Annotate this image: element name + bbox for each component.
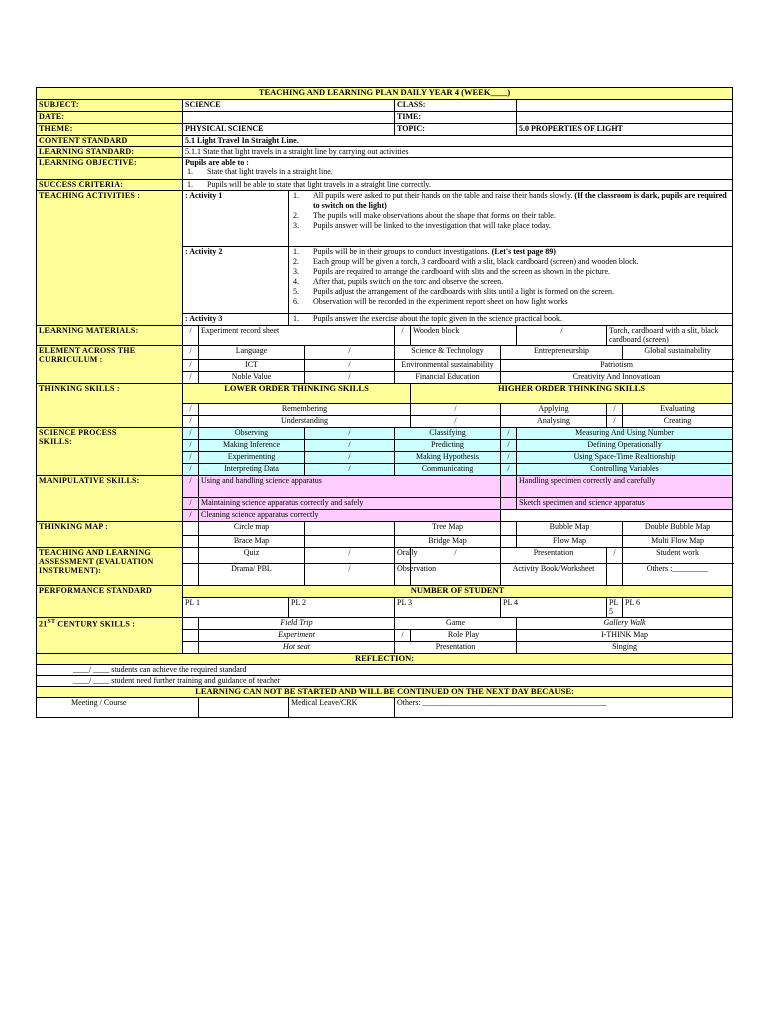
tick-mark[interactable]: / [305, 428, 395, 440]
map-item: Bubble Map [517, 522, 623, 536]
tick-mark[interactable]: / [305, 440, 395, 452]
pl-cell: PL 5 [607, 598, 623, 618]
element-item: Language [199, 346, 305, 360]
thinking-item: Remembering [199, 404, 411, 416]
thinking-skills-label: THINKING SKILLS : [37, 384, 183, 428]
manipulative-skill: Cleaning science apparatus correctly [199, 510, 501, 522]
map-item: Tree Map [395, 522, 501, 536]
continue-next-day-header: LEARNING CAN NOT BE STARTED AND WILL BE CONTINUED ON THE NEXT DAY BECAUSE: [37, 687, 733, 698]
activity-2-step: 6. Observation will be recorded in the experiment report sheet on how light works [293, 297, 568, 306]
reflection-header: REFLECTION: [37, 654, 733, 665]
learning-objective-label: LEARNING OBJECTIVE: [37, 158, 183, 180]
process-skill: Defining Operationally [517, 440, 733, 452]
tick-mark[interactable]: / [395, 326, 411, 346]
assessment-item: Orally [395, 548, 411, 564]
lesson-plan-sheet [36, 87, 732, 718]
assessment-label: TEACHING AND LEARNING ASSESSMENT (EVALUATION INSTRUMENT): [37, 548, 183, 586]
tick-mark[interactable] [501, 522, 517, 536]
tick-mark[interactable]: / [305, 346, 395, 360]
process-skill: Making Hypothesis [395, 452, 501, 464]
tick-mark[interactable]: / [395, 630, 411, 642]
tick-mark[interactable]: / [501, 464, 517, 476]
plan-title: TEACHING AND LEARNING PLAN DAILY YEAR 4 (WEEK____) [37, 88, 733, 100]
element-item: Patriotism [501, 360, 733, 372]
tick-mark[interactable] [607, 564, 623, 586]
assessment-item: Activity Book/Worksheet [501, 564, 607, 586]
tick-mark[interactable]: / [183, 476, 199, 498]
topic-label: TOPIC: [395, 124, 517, 136]
activity-2-step: 2. Each group will be given a torch, 3 cardboard with a slit, black cardboard (screen) and wooden block. [293, 257, 639, 266]
activity-1-step: 1. All pupils were asked to put their hands on the table and raise their hands slowly. (If the classroom is dark, pupils are required to switch on the light) [293, 191, 727, 210]
tick-mark[interactable]: / [501, 452, 517, 464]
map-item: Brace Map [199, 536, 305, 548]
activity-3-step: 1. Pupils answer the exercise about the topic given in the science practical book. [293, 314, 563, 323]
tick-mark[interactable]: / [183, 428, 199, 440]
topic-value: 5.0 PROPERTIES OF LIGHT [517, 124, 733, 136]
learning-objective-cell [183, 158, 733, 180]
thinking-item: Understanding [199, 416, 411, 428]
tick-mark[interactable]: / [183, 510, 199, 522]
tick-mark[interactable] [183, 536, 199, 548]
lower-order-header: LOWER ORDER THINKING SKILLS [183, 384, 411, 404]
activity-3-label: : Activity 3 [183, 314, 289, 326]
tick-mark[interactable]: / [183, 360, 199, 372]
tick-mark[interactable] [183, 642, 199, 654]
learning-standard-label: LEARNING STANDARD: [37, 147, 183, 158]
tick-mark[interactable] [183, 548, 199, 564]
pl-cell: PL 1 [183, 598, 289, 618]
thinking-item: Applying [501, 404, 607, 416]
theme-value: PHYSICAL SCIENCE [183, 124, 395, 136]
tick-mark[interactable]: / [501, 440, 517, 452]
manipulative-skill: Sketch specimen and science apparatus [517, 498, 733, 510]
medical-leave-option[interactable]: Medical Leave/CRK [289, 698, 395, 718]
tick-mark[interactable]: / [305, 564, 395, 586]
tick-mark[interactable]: / [305, 372, 395, 384]
thinking-item: Creating [623, 416, 733, 428]
century-item: Field Trip [199, 618, 395, 630]
process-skill: Interpreting Data [199, 464, 305, 476]
pl-cell: PL 4 [501, 598, 607, 618]
process-skill: Controlling Variables [517, 464, 733, 476]
process-skill: Experimenting [199, 452, 305, 464]
activity-1-label: : Activity 1 [183, 191, 289, 247]
pl-cell: PL 2 [289, 598, 395, 618]
tick-mark[interactable] [183, 618, 199, 630]
tick-mark[interactable]: / [607, 404, 623, 416]
assessment-item: Quiz [199, 548, 305, 564]
process-skill: Communicating [395, 464, 501, 476]
subject-value: SCIENCE [183, 100, 395, 112]
theme-label: THEME: [37, 124, 183, 136]
element-item: Environmental sustainability [395, 360, 501, 372]
tick-mark[interactable]: / [183, 452, 199, 464]
time-value[interactable] [517, 112, 733, 124]
time-label: TIME: [395, 112, 517, 124]
tick-mark[interactable] [501, 498, 517, 510]
success-criteria-cell [183, 180, 733, 191]
pl-cell: PL 3 [395, 598, 501, 618]
assessment-item: Others :_________ [623, 564, 733, 586]
process-skill: Measuring And Using Number [517, 428, 733, 440]
meeting-course-option[interactable]: Meeting / Course [37, 698, 199, 718]
assessment-item: Observation [395, 564, 411, 586]
tick-mark[interactable]: / [607, 548, 623, 564]
element-item: Global sustainability [623, 346, 733, 360]
assessment-item: Drama/ PBL [199, 564, 305, 586]
tick-mark[interactable] [183, 564, 199, 586]
objective-intro: Pupils are able to : [185, 158, 249, 167]
date-value[interactable] [183, 112, 395, 124]
tick-mark[interactable]: / [305, 360, 395, 372]
content-standard-label: CONTENT STANDARD [37, 136, 183, 147]
activity-3-steps [289, 314, 733, 326]
map-item: Double Bubble Map [623, 522, 733, 536]
tick-box[interactable] [199, 698, 289, 718]
century-item: Role Play [411, 630, 517, 642]
pl-cell: PL 6 [623, 598, 733, 618]
higher-order-header: HIGHER ORDER THINKING SKILLS [411, 384, 733, 404]
tick-mark[interactable]: / [183, 440, 199, 452]
process-skill: Using Space-Time Realtionship [517, 452, 733, 464]
tick-mark[interactable]: / [411, 416, 501, 428]
map-item: Multi Flow Map [623, 536, 733, 548]
element-item: Noble Value [199, 372, 305, 384]
century-item: Gallery Walk [517, 618, 733, 630]
activity-2-step: 3. Pupils are required to arrange the cardboard with slits and the screen as shown in the picture. [293, 267, 611, 276]
tick-mark[interactable]: / [183, 498, 199, 510]
activity-1-steps [289, 191, 733, 247]
tick-mark[interactable] [501, 536, 517, 548]
century-item: Singing [517, 642, 733, 654]
element-item: Science & Technology [395, 346, 501, 360]
tick-mark[interactable]: / [183, 464, 199, 476]
activity-2-steps [289, 247, 733, 314]
teaching-activities-label: TEACHING ACTIVITIES : [37, 191, 183, 326]
material-item: Torch, cardboard with a slit, black cardboard (screen) [607, 326, 733, 346]
element-item: Creativity And Innovatioan [501, 372, 733, 384]
tick-mark[interactable] [305, 522, 395, 536]
activity-2-label: : Activity 2 [183, 247, 289, 314]
assessment-item: Student work [623, 548, 733, 564]
element-item: Entrepreneurship [501, 346, 623, 360]
element-item: ICT [199, 360, 305, 372]
tick-mark[interactable] [183, 522, 199, 536]
activity-2-step: 4. After that, pupils switch on the torc and observe the screen. [293, 277, 504, 286]
activity-2-step: 1. Pupils will be in their groups to conduct investigations. (Let's test page 89) [293, 247, 556, 256]
activity-1-step: 2. The pupils will make observations about the shape that forms on their table. [293, 211, 556, 220]
tick-mark[interactable]: / [305, 548, 395, 564]
science-process-label: SCIENCE PROCESS SKILLS: [37, 428, 183, 476]
class-label: CLASS: [395, 100, 517, 112]
tick-mark[interactable] [183, 630, 199, 642]
thinking-item: Analysing [501, 416, 607, 428]
manipulative-skill: Handling specimen correctly and carefully [517, 476, 733, 498]
element-item: Financial Education [395, 372, 501, 384]
process-skill: Classifying [395, 428, 501, 440]
process-skill: Predicting [395, 440, 501, 452]
success-item: 1. Pupils will be able to state that light travels in a straight line correctly. [187, 180, 431, 189]
content-standard-value: 5.1 Light Travel In Straight Line. [183, 136, 733, 147]
tick-mark[interactable] [305, 536, 395, 548]
tick-mark[interactable]: / [501, 428, 517, 440]
tick-mark[interactable]: / [183, 346, 199, 360]
tick-mark[interactable]: / [411, 548, 501, 564]
tick-mark[interactable] [501, 476, 517, 498]
objective-item: 1. State that light travels in a straight line. [187, 167, 333, 176]
material-item: Experiment record sheet [199, 326, 395, 346]
assessment-item: Presentation [501, 548, 607, 564]
century-item: Presentation [395, 642, 517, 654]
map-item: Bridge Map [395, 536, 501, 548]
learning-standard-value: 5.1.1 State that light travels in a straight line by carrying out activities [183, 147, 733, 158]
manipulative-skill: Maintaining science apparatus correctly and safely [199, 498, 501, 510]
performance-standard-label: PERFORMANCE STANDARD [37, 586, 183, 618]
tick-mark[interactable]: / [183, 372, 199, 384]
manipulative-skills-label: MANIPULATIVE SKILLS: [37, 476, 183, 522]
number-of-student-header: NUMBER OF STUDENT [183, 586, 733, 598]
reflection-line[interactable]: ____/ ____ student need further training and guidance of teacher [37, 676, 733, 687]
tick-mark[interactable]: / [305, 464, 395, 476]
map-item: Flow Map [517, 536, 623, 548]
success-criteria-label: SUCCESS CRITERIA: [37, 180, 183, 191]
thinking-item: Evaluating [623, 404, 733, 416]
element-across-curriculum-label: ELEMENT ACROSS THE CURRICULUM : [37, 346, 183, 384]
date-label: DATE: [37, 112, 183, 124]
activity-2-step: 5. Pupils adjust the arrangement of the cardboards with slits until a light is formed on the screen. [293, 287, 615, 296]
century-item: Experiment [199, 630, 395, 642]
century-item: I-THINK Map [517, 630, 733, 642]
thinking-map-label: THINKING MAP : [37, 522, 183, 548]
century-skills-label: 21ST CENTURY SKILLS : [37, 618, 183, 654]
others-option[interactable]: Others: ______________________________________________ [395, 698, 733, 718]
century-item: Hot seat [199, 642, 395, 654]
materials-label: LEARNING MATERIALS: [37, 326, 183, 346]
activity-1-step: 3. Pupils answer will be linked to the investigation that will take place today. [293, 221, 551, 230]
material-item: Wooden block [411, 326, 517, 346]
tick-mark[interactable]: / [183, 326, 199, 346]
empty-cell [501, 510, 733, 522]
tick-mark[interactable]: / [183, 404, 199, 416]
tick-mark[interactable]: / [183, 416, 199, 428]
map-item: Circle map [199, 522, 305, 536]
tick-mark[interactable]: / [411, 404, 501, 416]
class-value[interactable] [517, 100, 733, 112]
manipulative-skill: Using and handling science apparatus [199, 476, 501, 498]
reflection-line[interactable]: ____/ ____ students can achieve the required standard [37, 665, 733, 676]
century-item: Game [395, 618, 517, 630]
tick-mark[interactable]: / [607, 416, 623, 428]
subject-label: SUBJECT: [37, 100, 183, 112]
process-skill: Making Inference [199, 440, 305, 452]
process-skill: Observing [199, 428, 305, 440]
lesson-plan-table [36, 87, 733, 718]
tick-mark[interactable]: / [305, 452, 395, 464]
tick-mark[interactable]: / [517, 326, 607, 346]
